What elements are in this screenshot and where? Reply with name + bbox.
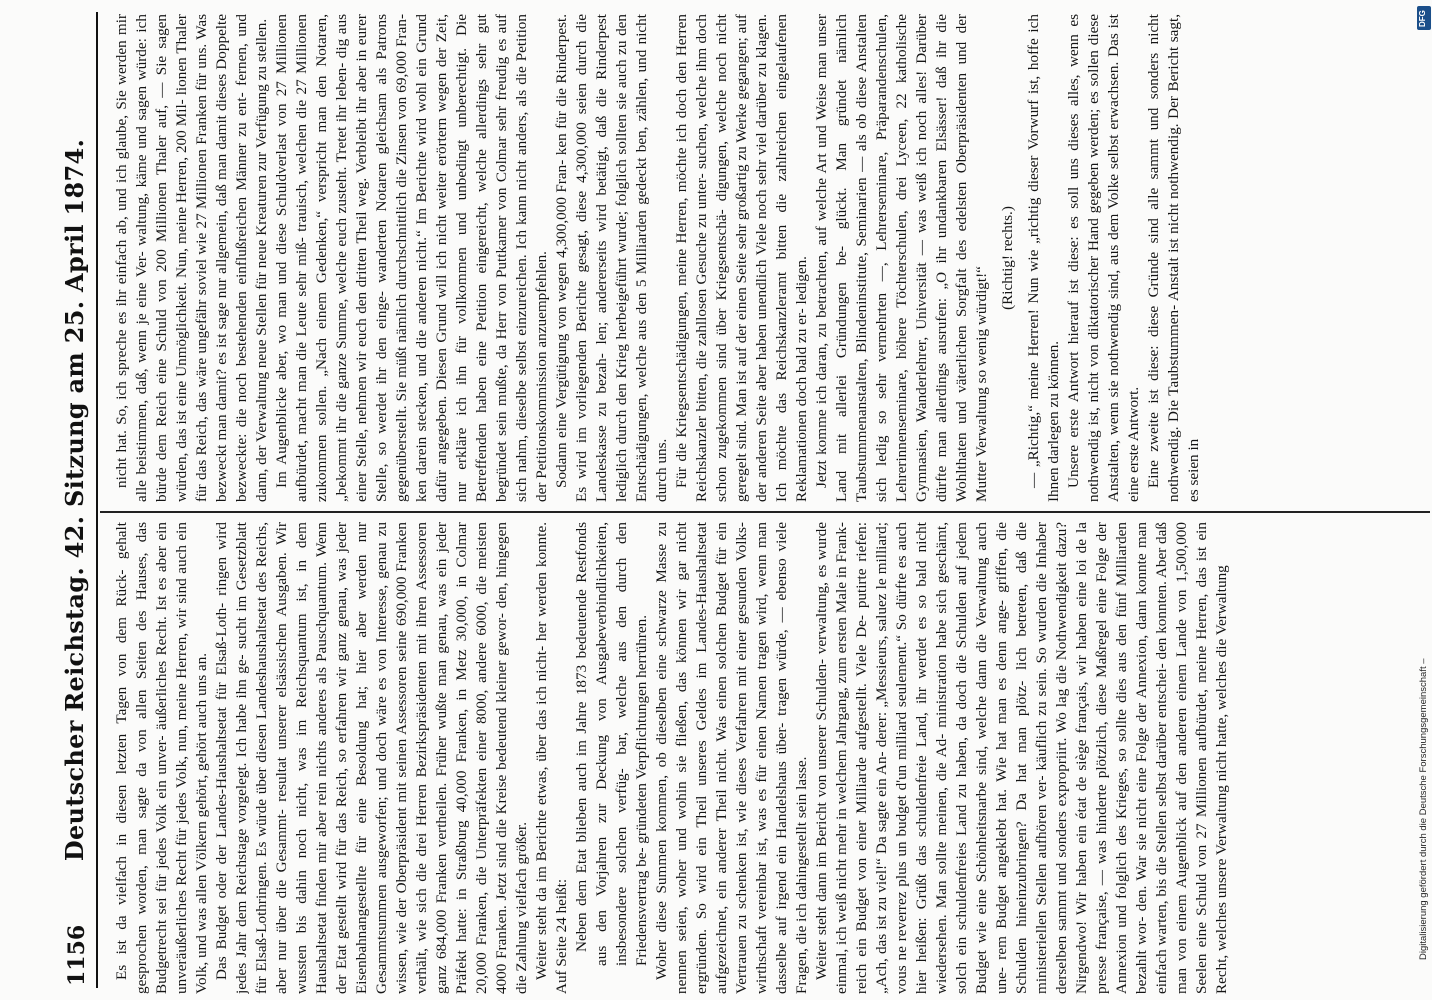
dfg-logo-text: DFG	[1418, 10, 1427, 27]
quote-paragraph: Neben dem Etat blieben auch im Jahre 1873 bedeutende Restfonds aus den Vorjahren zur Deckung von Ausgabeverbindlichkeiten, insbesondere solchen verfüg- bar, welche aus den durch den Friedensvertrag be- gründeten Verpflichtungen herrühren.	[573, 522, 650, 966]
paragraph: nicht hat. So, ich spreche es ihr einfach ab, und ich glaube, Sie werden mir alle beistimmen, daß, wenn je eine Ver- waltung, käme und sagen würde: ich bürde dem Reich eine Schuld von 200 Millionen Thaler auf, — Sie sagen würden, das ist eine Unmöglichkeit. Nun, meine Herren, 200 Mil- lionen Thaler für das Reich, das wäre ungefähr soviel wie 27 Millionen Franken für uns. Was bezweckt man damit? es ist sage nur allgemein, daß man damit dieses Doppelte bezweckte: die noch bestehenden einflußreichen Männer zu ent- fernen, und dann, der Verwaltung neue Stellen für neue Kreaturen zur Verfügung zu stellen.	[113, 14, 270, 502]
dfg-logo	[1417, 6, 1431, 30]
paragraph: Es ist da vielfach in diesen letzten Tagen von dem Rück- gehalt gesprochen worden, man sagte da von allen Seiten des Hauses, das Budgetrecht sei für jedes Volk ein unver- äußerliches Recht. Ist es aber ein unveräußerliches Recht für jedes Volk, nun, meine Herren, wir sind auch ein Volk, und was allen Völkern gehört, gehört auch uns an.	[113, 522, 210, 994]
digitization-note	[1418, 30, 1430, 970]
left-column	[112, 522, 1432, 994]
paragraph: Weiter steht dann im Bericht von unserer Schulden- verwaltung, es wurde einmal, ich weiß nicht mehr in welchem Jahrgang, zum ersten Male in Frank- reich ein Budget von einer Milliarde aufgestellt. Viele De- putirte riefen: „Ach, das ist zu viel!“ Da sagte ein An- derer: „Messieurs, saluez le milliard; vous ne reverrez plus un budget d'un milliard seulement.“ So dürfte es auch hier heißen: Grüßt das schuldenfreie Land, ihr werdet es so bald nicht wiedersehen. Man sollte meinen, die Ad- ministration habe sich geschämt, solch ein schuldenfreies Land zu haben, da doch die Schulden auf jedem Budget wie eine Schönheitsnarbe sind, welche dann die Verwaltung auch une- rem Budget angeklebt hat. Wie hat man es denn ange- griffen, die Schulden hineinzubringen? Da hat man plötz- lich betreten, daß die ministeriellen Stellen aufhören ver- käuflich zu sein. So wurden die Inhaber derselben sammt und sonders expropriirt. Wo lag die Nothwendigkeit dazu? Nirgendwo! Wir haben ein état de siège français, wir haben eine loi de la presse française, — was hinderte plötzlich, diese Maßregel eine Folge der Annexion und folglich des Krieges, so sollte dies aus den fünf Milliarden bezahlt wor- den. War sie nicht eine Folge der Annexion, dann konnte man einfach warten, bis die Stellen selbst darüber entschei- den konnten. Aber daß man von einem Augenblick auf den anderen einem Lande von 1,500,000 Seelen eine Schuld von 27 Millionen aufbürdet, meine Herren, das ist ein Recht, welches unsere Verwaltung nicht hatte, welches die Verwaltung	[813, 522, 1230, 994]
paragraph: Woher diese Summen kommen, ob dieselben eine schwarze Masse zu nennen seien, woher und wohin sie fließen, das können wir gar nicht ergründen. So wird ein Theil unseres Geldes im Landes-Haushaltsetat aufgezeichnet, ein anderer Theil nicht. Was einen solchen Budget für ein Vertrauen zu schenken ist, wie dieses Verfahren mit einer gesunden Volks- wirthschaft vereinbar ist, was es für einen Namen tragen wird, wenn man dasselbe auf irgend ein Handelshaus über- tragen würde, — ebenso viele Fragen, die ich dahingestellt sein lasse.	[653, 522, 810, 994]
paragraph: Für die Kriegsentschädigungen, meine Herren, möchte ich doch den Herren Reichskanzler bitten, die zahllosen Gesuche zu unter- suchen, welche ihm doch schon zugekommen sind über Kriegsentschä- digungen, welche noch nicht geregelt sind. Man ist auf der einen Seite sehr großartig zu Werke gegangen; auf der anderen Seite aber haben unendlich Viele noch sehr viel darüber zu klagen. Ich möchte das Reichskanzleramt bitten die zahlreichen eingelaufenen Reklamationen doch bald zu er- ledigen.	[673, 14, 810, 502]
column-rule	[100, 511, 1430, 513]
paragraph: — „Richtig,“ meine Herren! Nun wie „richtig dieser Vorwurf ist, hoffe ich Ihnen darlegen zu können.	[1025, 14, 1062, 502]
paragraph: Unsere erste Antwort hierauf ist diese: es soll uns dieses alles, wenn es nothwendig ist, nicht von diktatorischer Hand gegeben werden; es sollen diese Anstalten, wenn sie nothwendig sind, aus dem Volke selbst erwachsen. Das ist eine erste Antwort.	[1065, 14, 1142, 502]
running-head: Deutscher Reichstag. 42. Sitzung am 25. April 1874.	[60, 138, 89, 862]
paragraph: Weiter steht da im Berichte etwas, über das ich nicht- her werden konnte. Auf Seite 24 heißt:	[533, 522, 570, 994]
paragraph: Eine zweite ist diese: diese Gründe sind alle sammt und sonders nicht nothwendig. Die Taubstummen- Anstalt ist nicht nothwendig. Der Bericht sagt, es seien in	[1145, 14, 1202, 502]
paragraph: Jetzt komme ich daran, zu betrachten, auf welche Art und Weise man unser Land mit allerlei Gründungen be- glückt. Man gründet nämlich Taubstummenanstalten, Blindeninstitute, Seminarien — als ob diese Anstalten sich ledig so sehr vermehrten —, Lehrerseminare, Präparandenschulen, Lehrerinnenseminare, höhere Töchterschulen, drei Lyceen, 22 katholische Gymnasien, Wanderlehrer, Universität — was weiß ich noch alles! Darüber dürfte man allerdings ausrufen: „O ihr undankbaren Elsässer! daß ihr die Wohlthaten und väterlichen Sorgfalt des edelsten Oberpräsidenten und der Mutter Verwaltung so wenig würdigt!“	[813, 14, 990, 502]
paragraph: Sodann eine Vergütigung von wegen 4,300,000 Fran- ken für die Rinderpest. Es wird im vorliegenden Berichte gesagt, diese 4,300,000 seien durch die Landeskasse zu bezah- len; andererseits wird betätigt, daß die Rinderpest lediglich durch den Krieg herbeigeführt wurde; folglich sollten sie auch zu den Entschädigungen, welche aus den 5 Milliarden gedeckt ben, zählen, und nicht durch uns.	[553, 14, 670, 502]
digitization-note-text: Digitalisierung gefördert durch die Deutsche Forschungsgemeinschaft –	[1418, 658, 1429, 960]
interjection: (Richtig! rechts.)	[999, 206, 1016, 310]
header-rule	[96, 12, 98, 988]
paragraph: Das Budget oder der Landes-Haushaltsetat für Elsaß-Loth- ringen wird jedes Jahr dem Reichstage vorgelegt. Ich habe ihn ge- sucht im Gesetzblatt für Elsaß-Lothringen. Es würde über diesen Landeshaushaltsetat des Reichs, aber nur über die Gesammt- resultat unserer elsässischen Ausgaben. Wir wussten bis dahin noch nicht, was im Reichsquantum ist, in dem Haushaltsetat finden mir aber rein nichts anderes als Pauschquantum. Wenn der Etat gestellt wird für das Reich, so erfahren wir ganz genau, was jeder Eisenbahnangestellte für eine Besoldung hat; hier aber werden nur Gesammtsummen ausgeworfen; und doch wäre es von Interesse, genau zu wissen, wie der Oberpräsident mit seinen Assessoren seine 690,000 Franken verhält, wie sich die drei Herren Bezirkspräsidenten mit ihren Assessoren ganz 684,000 Franken vertheilen. Früher wußte man genau, was ein jeder Präfekt hatte: in Straßburg 40,000 Franken, in Metz 30,000, in Colmar 20,000 Franken, die Unterpräfekten einer 8000, andere 6000, die meisten 4000 Franken. Jetzt sind die Kreise bedeutend kleiner gewor- den, hingegen die Zahlung vielfach größer.	[213, 522, 530, 994]
page-number: 1156	[64, 924, 90, 986]
paragraph: Im Augenblicke aber, wo man und diese Schuldverlast von 27 Millionen aufbürdet, macht man die Leute sehr miß- trauisch, welchen die 27 Millionen zukommen sollen. „Nach einem Gedenken,“ verspricht man den Notaren, „bekommt ihr die ganze Summe, welche euch zusteht. Tretet ihr leben- dig aus einer Stelle, nehmen wir euch den dritten Theil weg. Verbleibt ihr aber in eurer Stelle, so werdet ihr den einge- wanderten Notaren gleichsam als Patrons gegenüberstellt. Sie müßt nämlich durchschnittlich die Zinsen von 69,000 Fran- ken darein stecken, und die anderen nicht.“ Im Berichte wird wohl ein Grund dafür angegeben. Diesen Grund will ich nicht weiter erörtern wegen der Zeit, nur erkläre ich ihn für vollkommen und unbedingt unberechtigt. Die Betreffenden haben eine Petition eingereicht, welche allerdings sehr gut begründet sein mußte, da Herr von Puttkamer von Colmar sehr freudig es auf sich nahm, dieselbe selbst einzureichen. Ich kann nicht anders, als die Petition der Petitionskommission anzuempfehlen.	[273, 14, 550, 502]
right-column	[112, 14, 1432, 502]
